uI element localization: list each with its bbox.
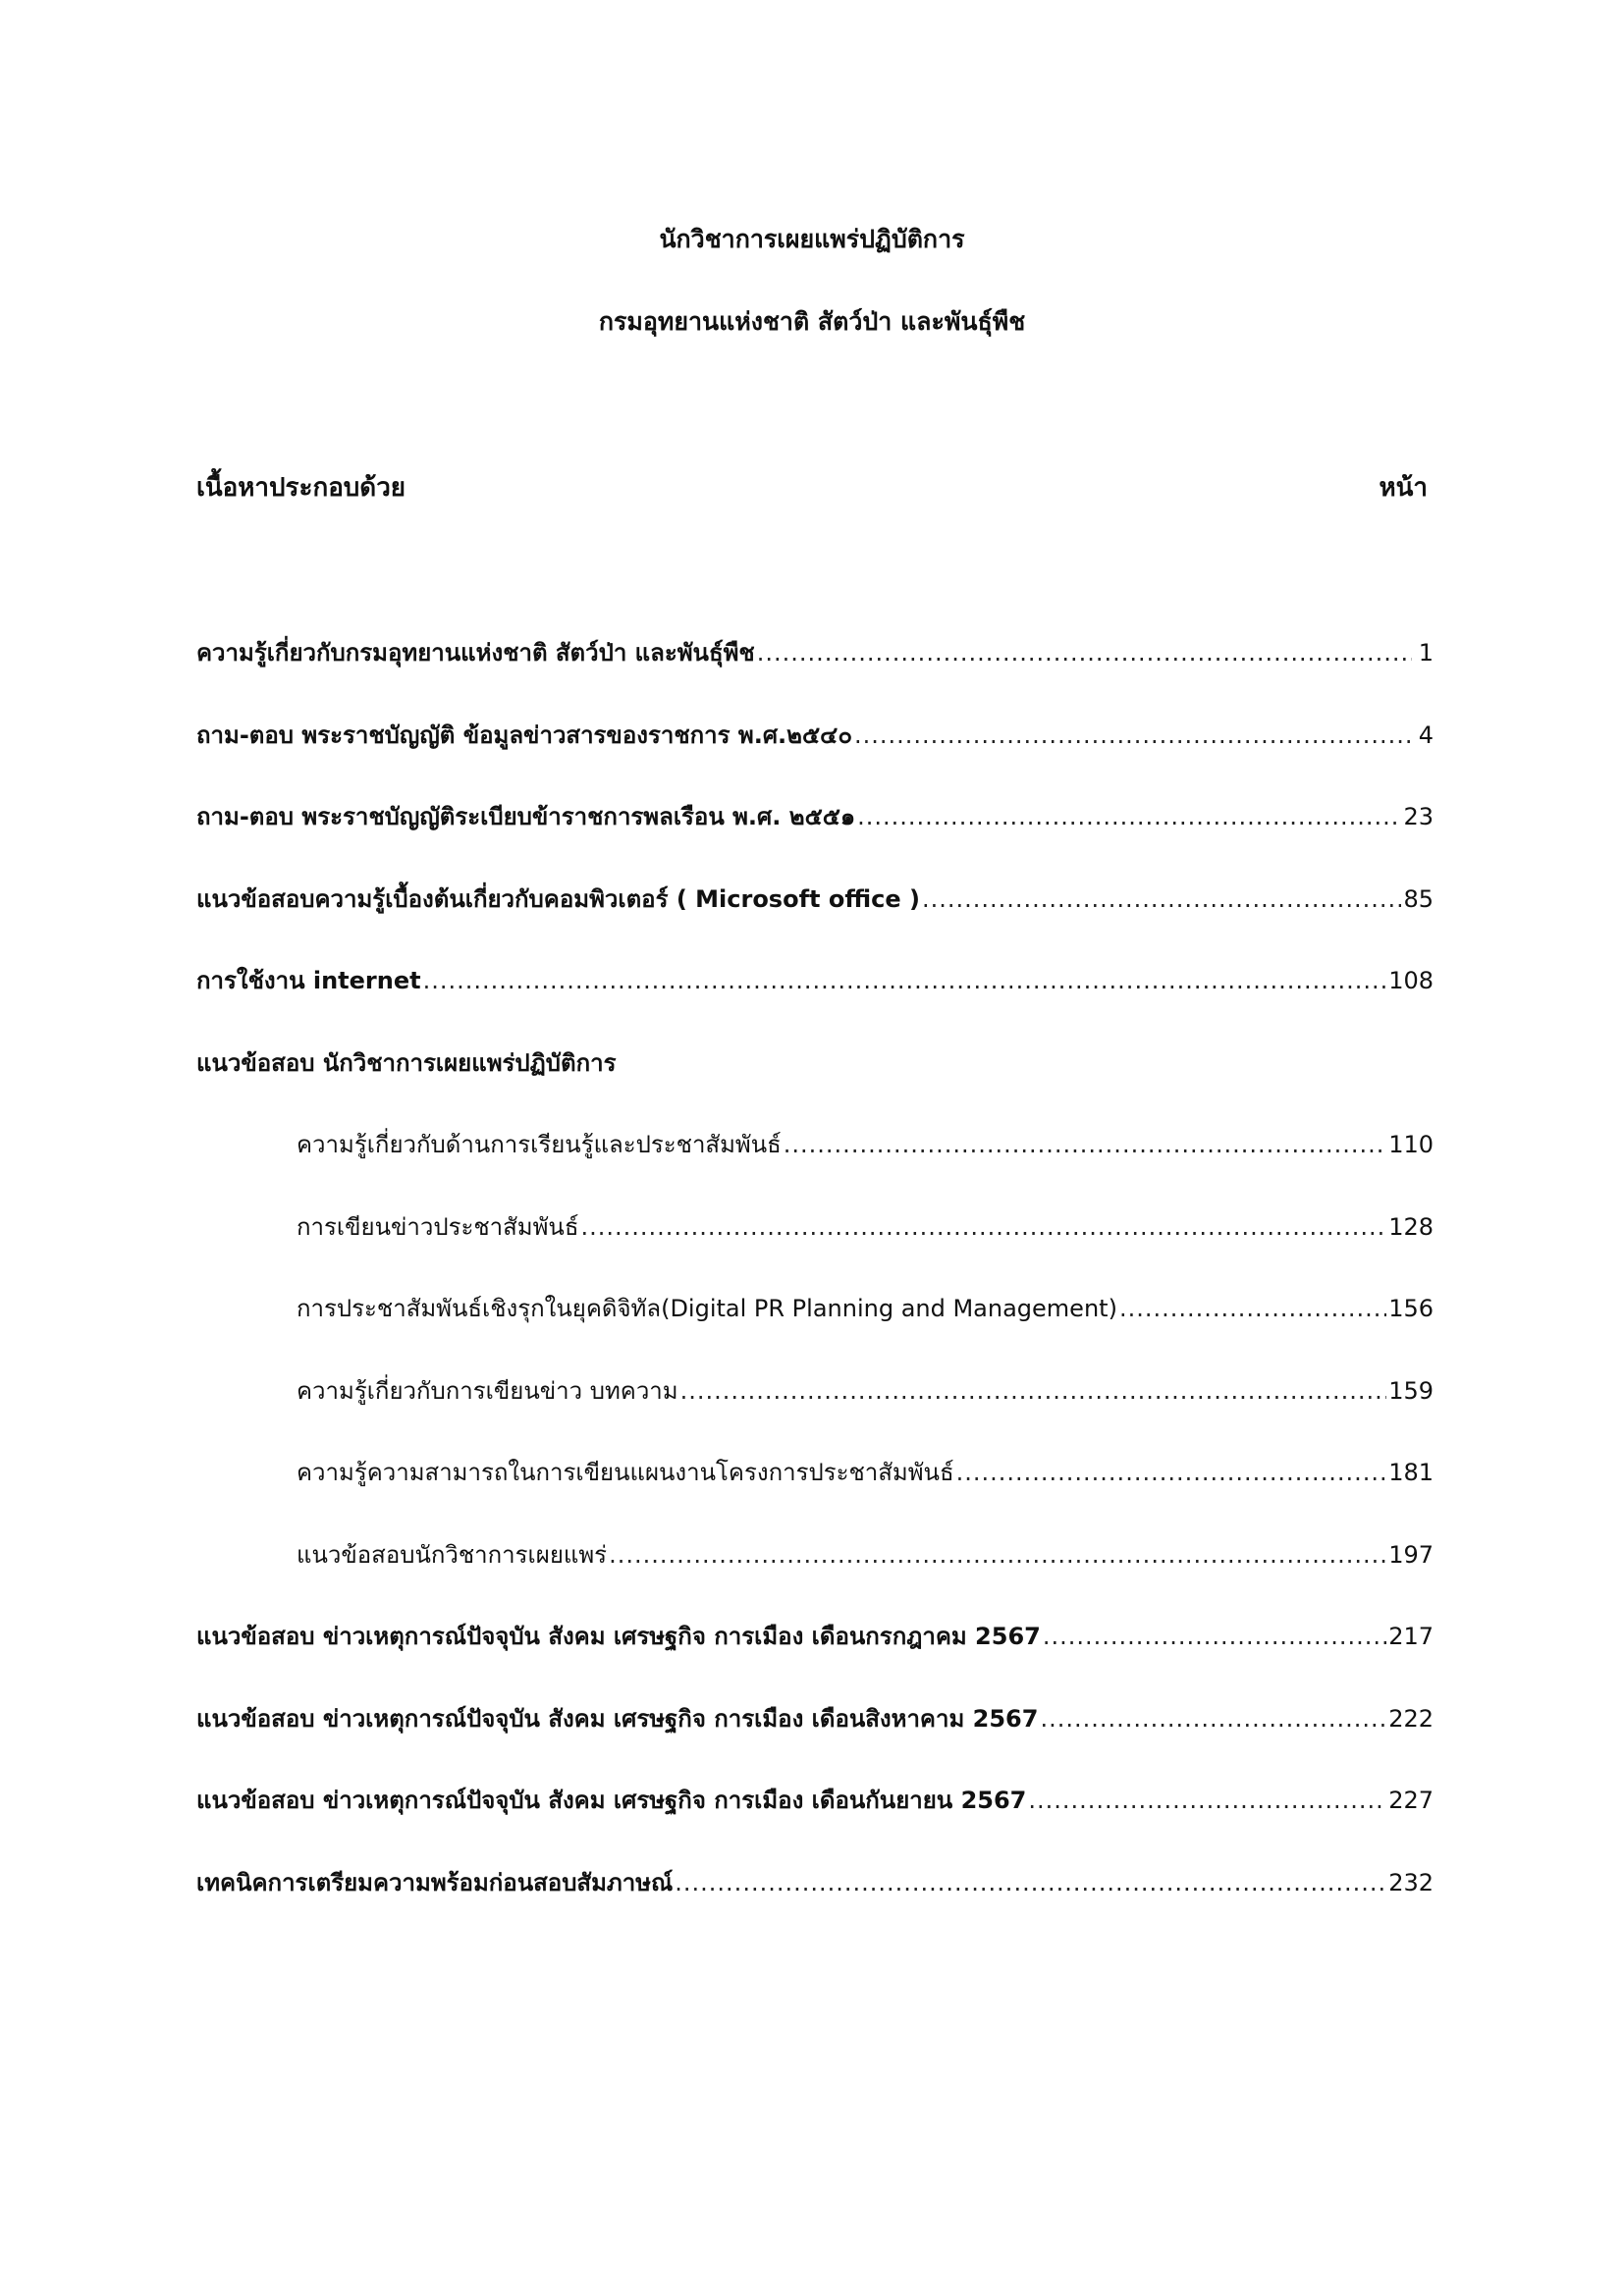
toc-entry-page-number: 85 [1403,885,1434,913]
toc-entry-page-number: 4 [1418,721,1434,749]
toc-dot-leader [680,1371,1387,1411]
toc-entry-page-number: 108 [1388,967,1434,994]
toc-entry-label: แนวข้อสอบ นักวิชาการเผยแพร่ปฏิบัติการ [196,1049,617,1077]
toc-entry-page-number: 227 [1388,1787,1434,1814]
toc-entry-page-number: 181 [1388,1459,1434,1486]
toc-dot-leader [1043,1617,1386,1656]
toc-entry [196,961,1434,1000]
toc-entry [196,1617,1434,1656]
toc-entry [196,716,1434,755]
toc-entry-page-number: 110 [1388,1131,1434,1158]
toc-entry [196,1699,1434,1738]
toc-entry-label: แนวข้อสอบความรู้เบื้องต้นเกี่ยวกับคอมพิวเตอร์ ( Microsoft office ) [196,885,920,913]
toc-entry-label: ถาม-ตอบ พระราชบัญญัติ ข้อมูลข่าวสารของราชการ พ.ศ.๒๕๔๐ [196,721,852,749]
toc-entry [196,880,1434,919]
toc-dot-leader [857,797,1401,836]
toc-entry [196,1863,1434,1902]
toc-heading-contents: เนื้อหาประกอบด้วย [196,473,406,503]
toc-entry-label: แนวข้อสอบ ข่าวเหตุการณ์ปัจจุบัน สังคม เศรษฐกิจ การเมือง เดือนกันยายน 2567 [196,1787,1027,1814]
toc-entry [297,1125,1434,1164]
toc-dot-leader [784,1125,1386,1164]
toc-dot-leader [1119,1289,1386,1328]
toc-entry-page-number: 159 [1388,1377,1434,1405]
toc-entry [297,1289,1434,1328]
toc-entry-label: การเขียนข่าวประชาสัมพันธ์ [297,1213,579,1241]
toc-entry [297,1207,1434,1247]
toc-heading-page: หน้า [1379,473,1428,503]
toc-entry [196,797,1434,836]
toc-entry-label: ความรู้เกี่ยวกับกรมอุทยานแห่งชาติ สัตว์ป่า และพันธุ์พืช [196,639,755,667]
toc-entry-page-number: 23 [1403,803,1434,830]
toc-entry-label: ความรู้เกี่ยวกับการเขียนข่าว บทความ [297,1377,678,1405]
toc-entry-page-number: 232 [1388,1869,1434,1896]
toc-entry-page-number: 217 [1388,1623,1434,1650]
toc-entry-label: ความรู้เกี่ยวกับด้านการเรียนรู้และประชาสัมพันธ์ [297,1131,782,1158]
toc-entry-page-number: 128 [1388,1213,1434,1241]
toc-dot-leader [609,1535,1386,1575]
toc-dot-leader [956,1453,1387,1492]
document-subtitle: กรมอุทยานแห่งชาติ สัตว์ป่า และพันธุ์พืช [598,307,1026,336]
document-title: นักวิชาการเผยแพร่ปฏิบัติการ [659,225,965,253]
toc-entry-page-number: 197 [1388,1541,1434,1569]
toc-entry [196,633,1434,672]
toc-dot-leader [1040,1699,1386,1738]
toc-entry-label: ถาม-ตอบ พระราชบัญญัติระเบียบข้าราชการพลเรือน พ.ศ. ๒๕๕๑ [196,803,856,830]
toc-dot-leader [922,880,1402,919]
toc-dot-leader [757,633,1412,672]
toc-entry [196,1781,1434,1820]
toc-dot-leader [854,716,1412,755]
toc-dot-leader [675,1863,1386,1902]
toc-entry-page-number: 222 [1388,1705,1434,1733]
toc-dot-leader [580,1207,1386,1247]
toc-entry [297,1371,1434,1411]
toc-entry [196,1043,1434,1083]
toc-entry [297,1535,1434,1575]
toc-entry-label: แนวข้อสอบ ข่าวเหตุการณ์ปัจจุบัน สังคม เศรษฐกิจ การเมือง เดือนกรกฎาคม 2567 [196,1623,1041,1650]
toc-entry-label: แนวข้อสอบนักวิชาการเผยแพร่ [297,1541,608,1569]
toc-entry-label: เทคนิคการเตรียมความพร้อมก่อนสอบสัมภาษณ์ [196,1869,674,1896]
toc-entry-label: การประชาสัมพันธ์เชิงรุกในยุคดิจิทัล(Digital PR Planning and Management) [297,1295,1117,1322]
toc-entry-label: แนวข้อสอบ ข่าวเหตุการณ์ปัจจุบัน สังคม เศรษฐกิจ การเมือง เดือนสิงหาคาม 2567 [196,1705,1039,1733]
toc-dot-leader [423,961,1387,1000]
toc-entry [297,1453,1434,1492]
toc-entry-label: ความรู้ความสามารถในการเขียนแผนงานโครงการประชาสัมพันธ์ [297,1459,954,1486]
toc-dot-leader [1028,1781,1386,1820]
toc-entry-page-number: 156 [1388,1295,1434,1322]
toc-entry-page-number: 1 [1418,639,1434,667]
toc-entry-label: การใช้งาน internet [196,967,421,994]
